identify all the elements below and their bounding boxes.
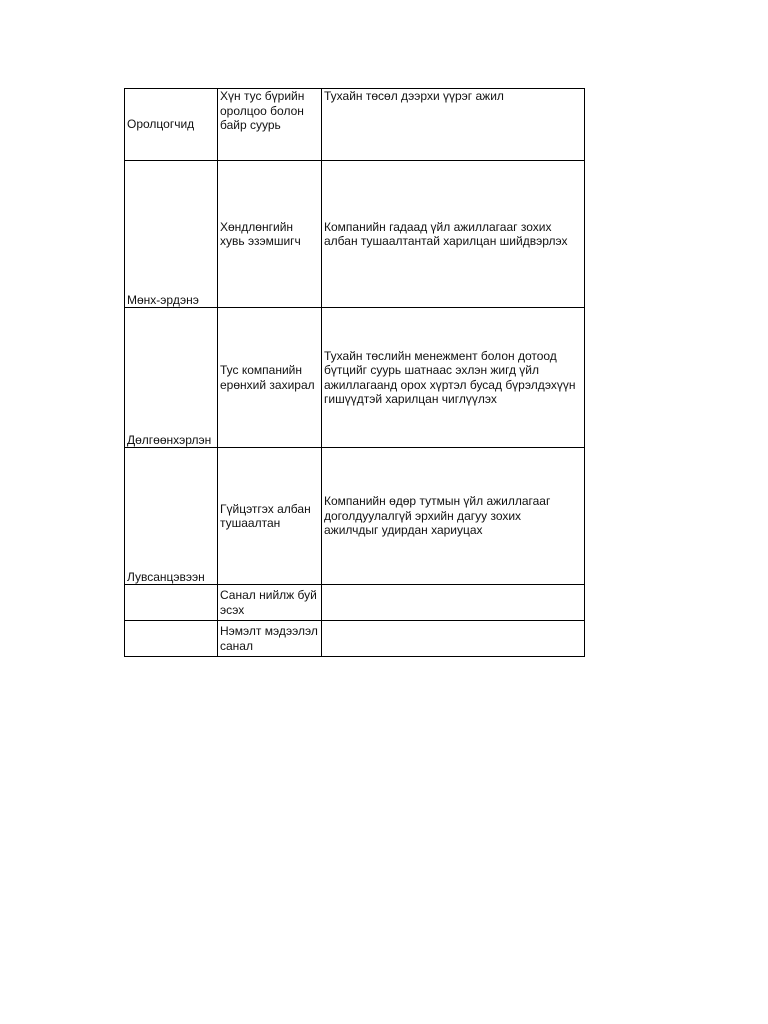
agreement-value-cell — [322, 585, 585, 621]
participants-table — [124, 88, 585, 657]
table-row — [125, 308, 585, 448]
table-row — [125, 161, 585, 308]
participant-duty-cell: Компанийн өдөр тутмын үйл ажиллагааг доголдуулалгүй эрхийн дагуу зохих ажилчдыг удирдан хариуцах — [322, 448, 585, 585]
participant-name-cell: Мөнх-эрдэнэ — [125, 161, 218, 308]
additional-info-label-cell: Нэмэлт мэдээлэл санал — [218, 621, 322, 657]
participant-name-cell — [125, 585, 218, 621]
table-row — [125, 585, 585, 621]
table-row — [125, 621, 585, 657]
participant-name-cell: Дөлгөөнхэрлэн — [125, 308, 218, 448]
participant-role-cell: Хөндлөнгийн хувь эзэмшигч — [218, 161, 322, 308]
participant-duty-cell: Тухайн төслийн менежмент болон дотоод бүтцийг суурь шатнаас эхлэн жигд үйл ажиллагаанд орох хүртэл бусад бүрэлдэхүүн гишүүдтэй харилцан чиглүүлэх — [322, 308, 585, 448]
duty-header-cell: Тухайн төсөл дээрхи үүрэг ажил — [322, 89, 585, 161]
participant-role-cell: Тус компанийн ерөнхий захирал — [218, 308, 322, 448]
role-header-cell: Хүн тус бүрийн оролцоо болон байр суурь — [218, 89, 322, 161]
participants-header-cell: Оролцогчид — [125, 89, 218, 161]
table-row — [125, 448, 585, 585]
participant-name-cell — [125, 621, 218, 657]
participant-name-cell: Лувсанцэвээн — [125, 448, 218, 585]
additional-info-value-cell — [322, 621, 585, 657]
participant-duty-cell: Компанийн гадаад үйл ажиллагааг зохих албан тушаалтантай харилцан шийдвэрлэх — [322, 161, 585, 308]
table-header-row — [125, 89, 585, 161]
participant-role-cell: Гүйцэтгэх албан тушаалтан — [218, 448, 322, 585]
agreement-label-cell: Санал нийлж буй эсэх — [218, 585, 322, 621]
